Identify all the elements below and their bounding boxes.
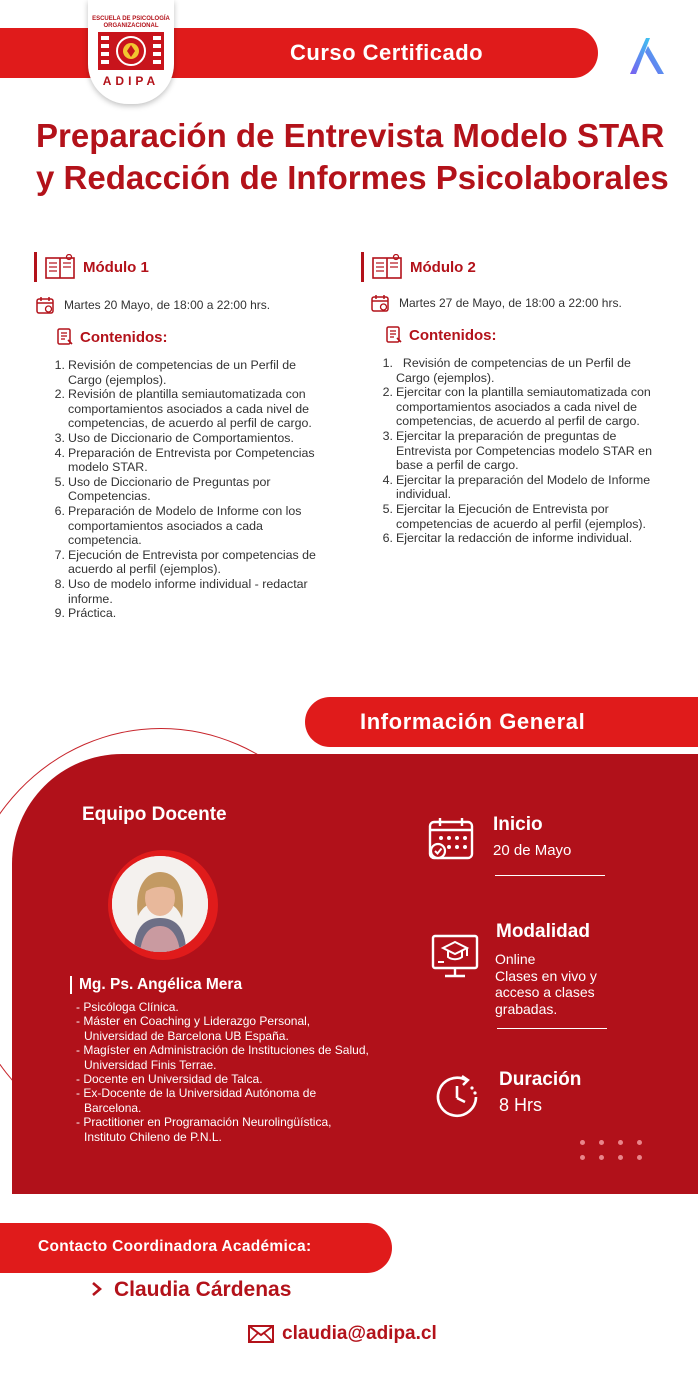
module-2-header — [361, 252, 661, 282]
list-item: 1. Revisión de competencias de un Perfil de Cargo (ejemplos). — [382, 356, 635, 385]
list-item: 6. Preparación de Modelo de Informe con los comportamientos asociados a cada competencia. — [54, 503, 302, 548]
contact-email-link[interactable]: claudia@adipa.cl — [248, 1323, 437, 1345]
list-item: 7. Ejecución de Entrevista por competencias de acuerdo al perfil (ejemplos). — [54, 547, 316, 577]
start-value: 20 de Mayo — [493, 842, 572, 859]
module-2-date — [371, 294, 661, 312]
mode-label: Modalidad — [496, 921, 590, 942]
module-1-label: Módulo 1 — [83, 258, 149, 276]
list-item: 4. Ejercitar la preparación del Modelo de Informe individual. — [382, 472, 651, 502]
module-2-date-text: Martes 27 de Mayo, de 18:00 a 22:00 hrs. — [399, 296, 622, 310]
info-title: Información General — [360, 709, 586, 734]
module-1 — [34, 252, 334, 621]
module-2-contents-header — [385, 326, 661, 344]
divider — [495, 875, 605, 876]
list-item: 9. Práctica. — [54, 606, 117, 621]
module-1-header — [34, 252, 334, 282]
logo-subtitle: ESCUELA DE PSICOLOGÍA ORGANIZACIONAL — [92, 16, 170, 29]
list-item: 5. Ejercitar la Ejecución de Entrevista por competencias de acuerdo al perfil (ejemplos). — [382, 501, 647, 531]
module-2 — [361, 252, 661, 546]
module-1-date — [36, 296, 334, 314]
list-item: - Ex-Docente de la Universidad Autónoma de Barcelona. — [76, 1086, 317, 1115]
list-item: - Practitioner en Programación Neurolingüística, Instituto Chileno de P.N.L. — [76, 1115, 332, 1144]
teacher-credentials — [76, 1000, 376, 1144]
module-1-date-text: Martes 20 Mayo, de 18:00 a 22:00 hrs. — [64, 298, 271, 312]
mode-value: Online Clases en vivo y acceso a clases grabadas. — [495, 951, 597, 1017]
list-item: - Máster en Coaching y Liderazgo Personal, Universidad de Barcelona UB España. — [76, 1014, 311, 1043]
list-item: 2. Ejercitar con la plantilla semiautomatizada con comportamientos asociados a cada nivel de competencias, de acuerdo al perfil de cargo. — [382, 385, 651, 429]
list-item: - Magíster en Administración de Instituciones de Salud, Universidad Finis Terrae. — [76, 1043, 369, 1072]
monitor-graduation-icon — [430, 930, 480, 980]
contact-name: Claudia Cárdenas — [90, 1278, 291, 1302]
module-1-contents-label: Contenidos: — [80, 328, 168, 346]
list-item: - Psicóloga Clínica. — [76, 1000, 179, 1014]
clock-icon — [432, 1072, 482, 1122]
document-icon — [385, 326, 403, 344]
list-item: - Docente en Universidad de Talca. — [76, 1072, 263, 1087]
duration-label: Duración — [499, 1069, 582, 1090]
module-1-contents-header — [56, 328, 334, 346]
list-item: 3. Ejercitar la preparación de preguntas de Entrevista por Competencias modelo STAR en base a perfil de cargo. — [382, 428, 652, 473]
module-2-content-list — [379, 356, 661, 546]
module-2-label: Módulo 2 — [410, 258, 476, 276]
mail-icon — [248, 1325, 274, 1343]
document-icon — [56, 328, 74, 346]
calendar-icon — [428, 816, 474, 862]
calendar-icon — [371, 294, 389, 312]
team-title: Equipo Docente — [82, 804, 227, 825]
list-item: 3. Uso de Diccionario de Comportamientos. — [54, 430, 294, 445]
list-item: 2. Revisión de plantilla semiautomatizada con comportamientos asociados a cada nivel de competencias, de acuerdo al perfil de cargo. — [54, 387, 312, 431]
avatar — [112, 856, 208, 952]
list-item: 4. Preparación de Entrevista por Competencias modelo STAR. — [54, 445, 315, 475]
list-item: 1. Revisión de competencias de un Perfil de Cargo (ejemplos). — [54, 358, 296, 387]
teacher-photo — [112, 856, 208, 952]
duration-value: 8 Hrs — [499, 1095, 543, 1115]
logo-name: ADIPA — [102, 74, 160, 88]
list-item: 8. Uso de modelo informe individual - redactar informe. — [54, 576, 308, 606]
list-item: 6. Ejercitar la redacción de informe individual. — [382, 531, 633, 546]
module-2-contents-label: Contenidos: — [409, 326, 497, 344]
list-item: 5. Uso de Diccionario de Preguntas por Competencias. — [54, 474, 271, 504]
start-label: Inicio — [493, 814, 543, 835]
book-icon — [45, 254, 75, 280]
divider — [497, 1028, 607, 1029]
chevron-right-icon — [90, 1281, 104, 1297]
book-icon — [372, 254, 402, 280]
teacher-name: Mg. Ps. Angélica Mera — [70, 976, 242, 994]
module-1-content-list — [51, 358, 333, 621]
contact-title: Contacto Coordinadora Académica: — [38, 1238, 312, 1255]
course-title: Preparación de Entrevista Modelo STAR y Redacción de Informes Psicolaborales — [36, 117, 669, 196]
adipa-logo — [88, 0, 174, 104]
course-badge: Curso Certificado — [290, 40, 484, 65]
brand-logo-icon — [626, 36, 668, 78]
logo-shield-icon — [98, 30, 164, 72]
calendar-icon — [36, 296, 54, 314]
